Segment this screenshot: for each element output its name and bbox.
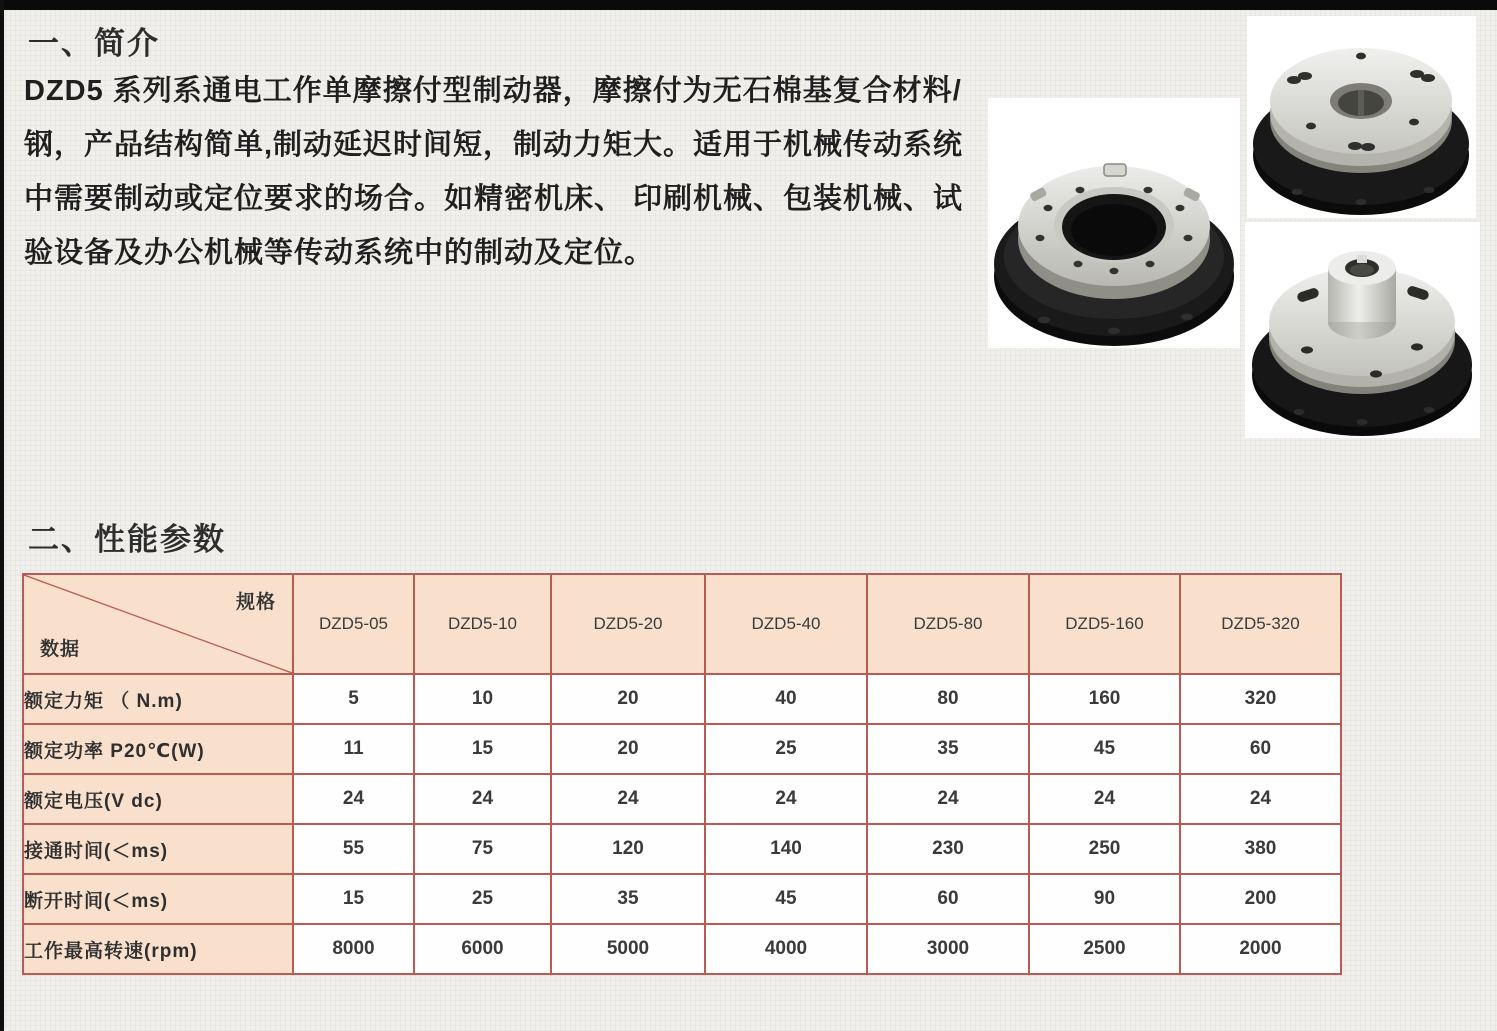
ring-brake-illustration-icon [988,98,1240,348]
flat-disc-brake-illustration-icon [1247,16,1476,218]
value-cell: 60 [867,874,1029,924]
value-cell: 5000 [551,924,705,974]
intro-heading: 一、简介 [28,26,160,61]
value-cell: 75 [414,824,551,874]
column-header-dzd5-05: DZD5-05 [293,574,414,674]
hub-disc-brake-illustration-icon [1245,222,1480,438]
value-cell: 20 [551,724,705,774]
column-header-dzd5-80: DZD5-80 [867,574,1029,674]
table-row [23,874,1341,924]
value-cell: 24 [867,774,1029,824]
table-header-row [23,574,1341,674]
column-header-dzd5-160: DZD5-160 [1029,574,1180,674]
value-cell: 11 [293,724,414,774]
corner-label-spec: 规格 [235,592,276,613]
value-cell: 2500 [1029,924,1180,974]
page-left-border [0,0,4,1031]
row-label: 额定功率 P20℃(W) [23,724,293,774]
value-cell: 120 [551,824,705,874]
value-cell: 35 [551,874,705,924]
row-label: 工作最高转速(rpm) [23,924,293,974]
value-cell: 10 [414,674,551,724]
table-row [23,724,1341,774]
value-cell: 24 [705,774,867,824]
value-cell: 250 [1029,824,1180,874]
value-cell: 40 [705,674,867,724]
value-cell: 230 [867,824,1029,874]
value-cell: 55 [293,824,414,874]
value-cell: 15 [293,874,414,924]
value-cell: 8000 [293,924,414,974]
intro-paragraph-line: DZD5 系列系通电工作单摩擦付型制动器，摩擦付为无石棉基复合材料/ [24,75,962,107]
column-header-dzd5-320: DZD5-320 [1180,574,1341,674]
params-heading: 二、性能参数 [28,522,226,557]
table-corner-cell [23,574,293,674]
value-cell: 6000 [414,924,551,974]
row-label: 额定力矩 （ N.m) [23,674,293,724]
value-cell: 25 [705,724,867,774]
intro-paragraph-line: 中需要制动或定位要求的场合。如精密机床、 印刷机械、包装机械、试 [24,183,964,215]
performance-parameters-table [22,573,1342,975]
table-row [23,824,1341,874]
value-cell: 35 [867,724,1029,774]
value-cell: 5 [293,674,414,724]
table-row [23,774,1341,824]
intro-paragraph-line: 钢，产品结构简单,制动延迟时间短，制动力矩大。适用于机械传动系统 [24,129,964,161]
value-cell: 24 [293,774,414,824]
value-cell: 200 [1180,874,1341,924]
value-cell: 380 [1180,824,1341,874]
table-row [23,924,1341,974]
value-cell: 140 [705,824,867,874]
value-cell: 24 [1029,774,1180,824]
value-cell: 90 [1029,874,1180,924]
value-cell: 24 [1180,774,1341,824]
page-top-border [0,0,1497,10]
row-label: 断开时间(＜ms) [23,874,293,924]
value-cell: 20 [551,674,705,724]
product-photo-flat-disc-brake [1247,16,1476,218]
intro-paragraph-line: 验设备及办公机械等传动系统中的制动及定位。 [24,237,655,269]
value-cell: 24 [414,774,551,824]
value-cell: 2000 [1180,924,1341,974]
corner-label-data: 数据 [40,639,81,660]
column-header-dzd5-10: DZD5-10 [414,574,551,674]
value-cell: 15 [414,724,551,774]
value-cell: 320 [1180,674,1341,724]
column-header-dzd5-20: DZD5-20 [551,574,705,674]
value-cell: 45 [705,874,867,924]
value-cell: 3000 [867,924,1029,974]
row-label: 额定电压(V dc) [23,774,293,824]
value-cell: 4000 [705,924,867,974]
value-cell: 45 [1029,724,1180,774]
intro-paragraph [24,64,999,280]
row-label: 接通时间(＜ms) [23,824,293,874]
column-header-dzd5-40: DZD5-40 [705,574,867,674]
value-cell: 25 [414,874,551,924]
value-cell: 160 [1029,674,1180,724]
product-photo-hub-disc-brake [1245,222,1480,438]
table-row [23,674,1341,724]
value-cell: 24 [551,774,705,824]
value-cell: 80 [867,674,1029,724]
product-photo-ring-brake [988,98,1240,348]
value-cell: 60 [1180,724,1341,774]
